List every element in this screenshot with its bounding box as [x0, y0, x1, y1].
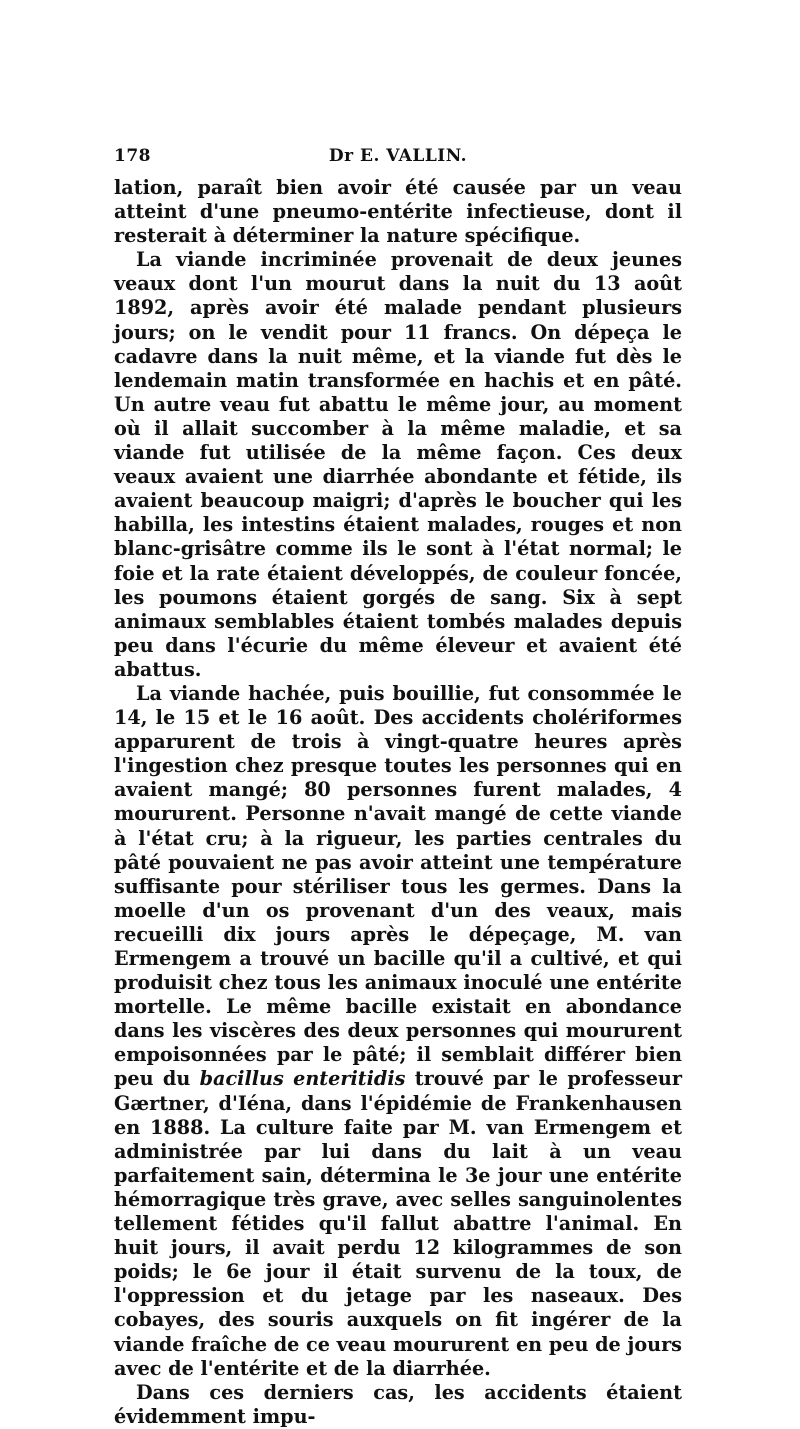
- paragraph-2: La viande incriminée provenait de deux jeunes veaux dont l'un mourut dans la nuit du 13 août 1892, après avoir été malade pendant plusieurs jours; on le vendit pour 11 francs. On dépeça le cadavre dans la nuit même, et la viande fut dès le lendemain matin transformée en hachis et en pâté. Un autre veau fut abattu le même jour, au moment où il allait succomber à la même maladie, et sa viande fut utilisée de la même façon. Ces deux veaux avaient une diarrhée abondante et fétide, ils avaient beaucoup maigri; d'après le boucher qui les habilla, les intestins étaient malades, rouges et non blanc-grisâtre comme ils le sont à l'état normal; le foie et la rate étaient développés, de couleur foncée, les poumons étaient gorgés de sang. Six à sept animaux semblables étaient tombés malades depuis peu dans l'écurie du même éleveur et avaient été abattus.: [114, 248, 682, 681]
- running-head: Dr E. VALLIN.: [328, 146, 468, 166]
- paragraph-1: lation, paraît bien avoir été causée par un veau atteint d'une pneumo-entérite infectieuse, dont il resterait à déterminer la nature spécifique.: [114, 176, 682, 248]
- paragraph-3-part-1: La viande hachée, puis bouillie, fut consommée le 14, le 15 et le 16 août. Des accidents cholériformes apparurent de trois à vingt-quatre heures après l'ingestion chez presque toutes les personnes qui en avaient mangé; 80 personnes furent malades, 4 moururent. Personne n'avait mangé de cette viande à l'état cru; à la rigueur, les parties centrales du pâté pouvaient ne pas avoir atteint une température suffisante pour stériliser tous les germes. Dans la moelle d'un os provenant d'un des veaux, mais recueilli dix jours après le dépeçage, M. van Ermengem a trouvé un bacille qu'il a cultivé, et qui produisit chez tous les animaux inoculé une entérite mortelle. Le même bacille existait en abondance dans les viscères des deux personnes qui moururent empoisonnées par le pâté; il semblait différer bien peu du: [114, 681, 682, 1091]
- italic-term: bacillus enteritidis: [199, 1067, 406, 1091]
- paragraph-3: [114, 682, 682, 1381]
- page-number: 178: [114, 146, 151, 166]
- body-text: [114, 176, 682, 1429]
- page-header: [114, 146, 682, 172]
- paragraph-3-part-2: trouvé par le professeur Gærtner, d'Iéna, dans l'épidémie de Frankenhausen en 1888. La culture faite par M. van Ermengem et administrée par lui dans du lait à un veau parfaitement sain, détermina le 3e jour une entérite hémorragique très grave, avec selles sanguinolentes tellement fétides qu'il fallut abattre l'animal. En huit jours, il avait perdu 12 kilogrammes de son poids; le 6e jour il était survenu de la toux, de l'oppression et du jetage par les naseaux. Des cobayes, des souris auxquels on fit ingérer de la viande fraîche de ce veau moururent en peu de jours avec de l'entérite et de la diarrhée.: [114, 1067, 682, 1380]
- paragraph-4: Dans ces derniers cas, les accidents étaient évidemment impu-: [114, 1380, 682, 1428]
